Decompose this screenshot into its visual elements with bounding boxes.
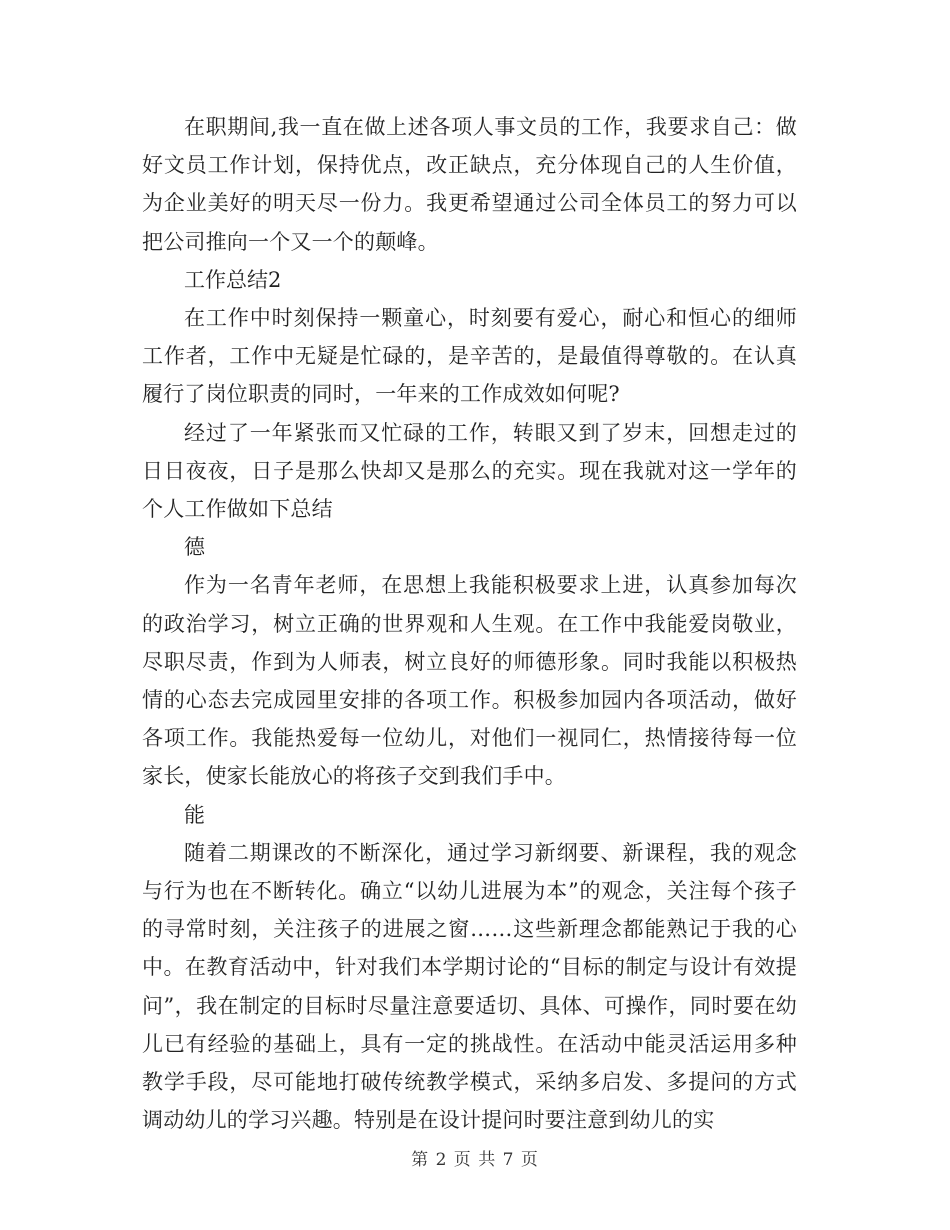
paragraph-virtue: 作为一名青年老师，在思想上我能积极要求上进，认真参加每次的政治学习，树立正确的世界观和人生观。在工作中我能爱岗敬业，尽职尽责，作到为人师表，树立良好的师德形象。同时我能以积极热情的心态去完成园里安排的各项工作。积极参加园内各项活动，做好各项工作。我能热爱每一位幼儿，对他们一视同仁，热情接待每一位家长，使家长能放心的将孩子交到我们手中。 [142,573,797,789]
document-body [142,108,797,1139]
page-number-footer: 第 2 页 共 7 页 [411,1150,539,1170]
paragraph-childlike-heart: 在工作中时刻保持一颗童心，时刻要有爱心，耐心和恒心的细师工作者，工作中无疑是忙碌的，是辛苦的，是最值得尊敬的。在认真履行了岗位职责的同时，一年来的工作成效如何呢? [142,306,797,407]
paragraph-ability: 随着二期课改的不断深化，通过学习新纲要、新课程，我的观念与行为也在不断转化。确立“以幼儿进展为本”的观念，关注每个孩子的寻常时刻，关注孩子的进展之窗……这些新理念都能熟记于我的心中。在教育活动中，针对我们本学期讨论的“目标的制定与设计有效提问”，我在制定的目标时尽量注意要适切、具体、可操作，同时要在幼儿已有经验的基础上，具有一定的挑战性。在活动中能灵活运用多种教学手段，尽可能地打破传统教学模式，采纳多启发、多提问的方式调动幼儿的学习兴趣。特别是在设计提问时要注意到幼儿的实 [142,840,797,1133]
section-heading-ability: 能 [184,802,205,827]
paragraph-year-review: 经过了一年紧张而又忙碌的工作，转眼又到了岁末，回想走过的日日夜夜，日子是那么快却又是那么的充实。现在我就对这一学年的个人工作做如下总结 [142,420,797,522]
section-heading-work-summary-2: 工作总结2 [184,267,282,292]
paragraph-intro: 在职期间,我一直在做上述各项人事文员的工作，我要求自己：做好文员工作计划，保持优点，改正缺点，充分体现自己的人生价值，为企业美好的明天尽一份力。我更希望通过公司全体员工的努力可以把公司推向一个又一个的颠峰。 [142,115,797,254]
section-heading-virtue: 德 [184,535,205,560]
